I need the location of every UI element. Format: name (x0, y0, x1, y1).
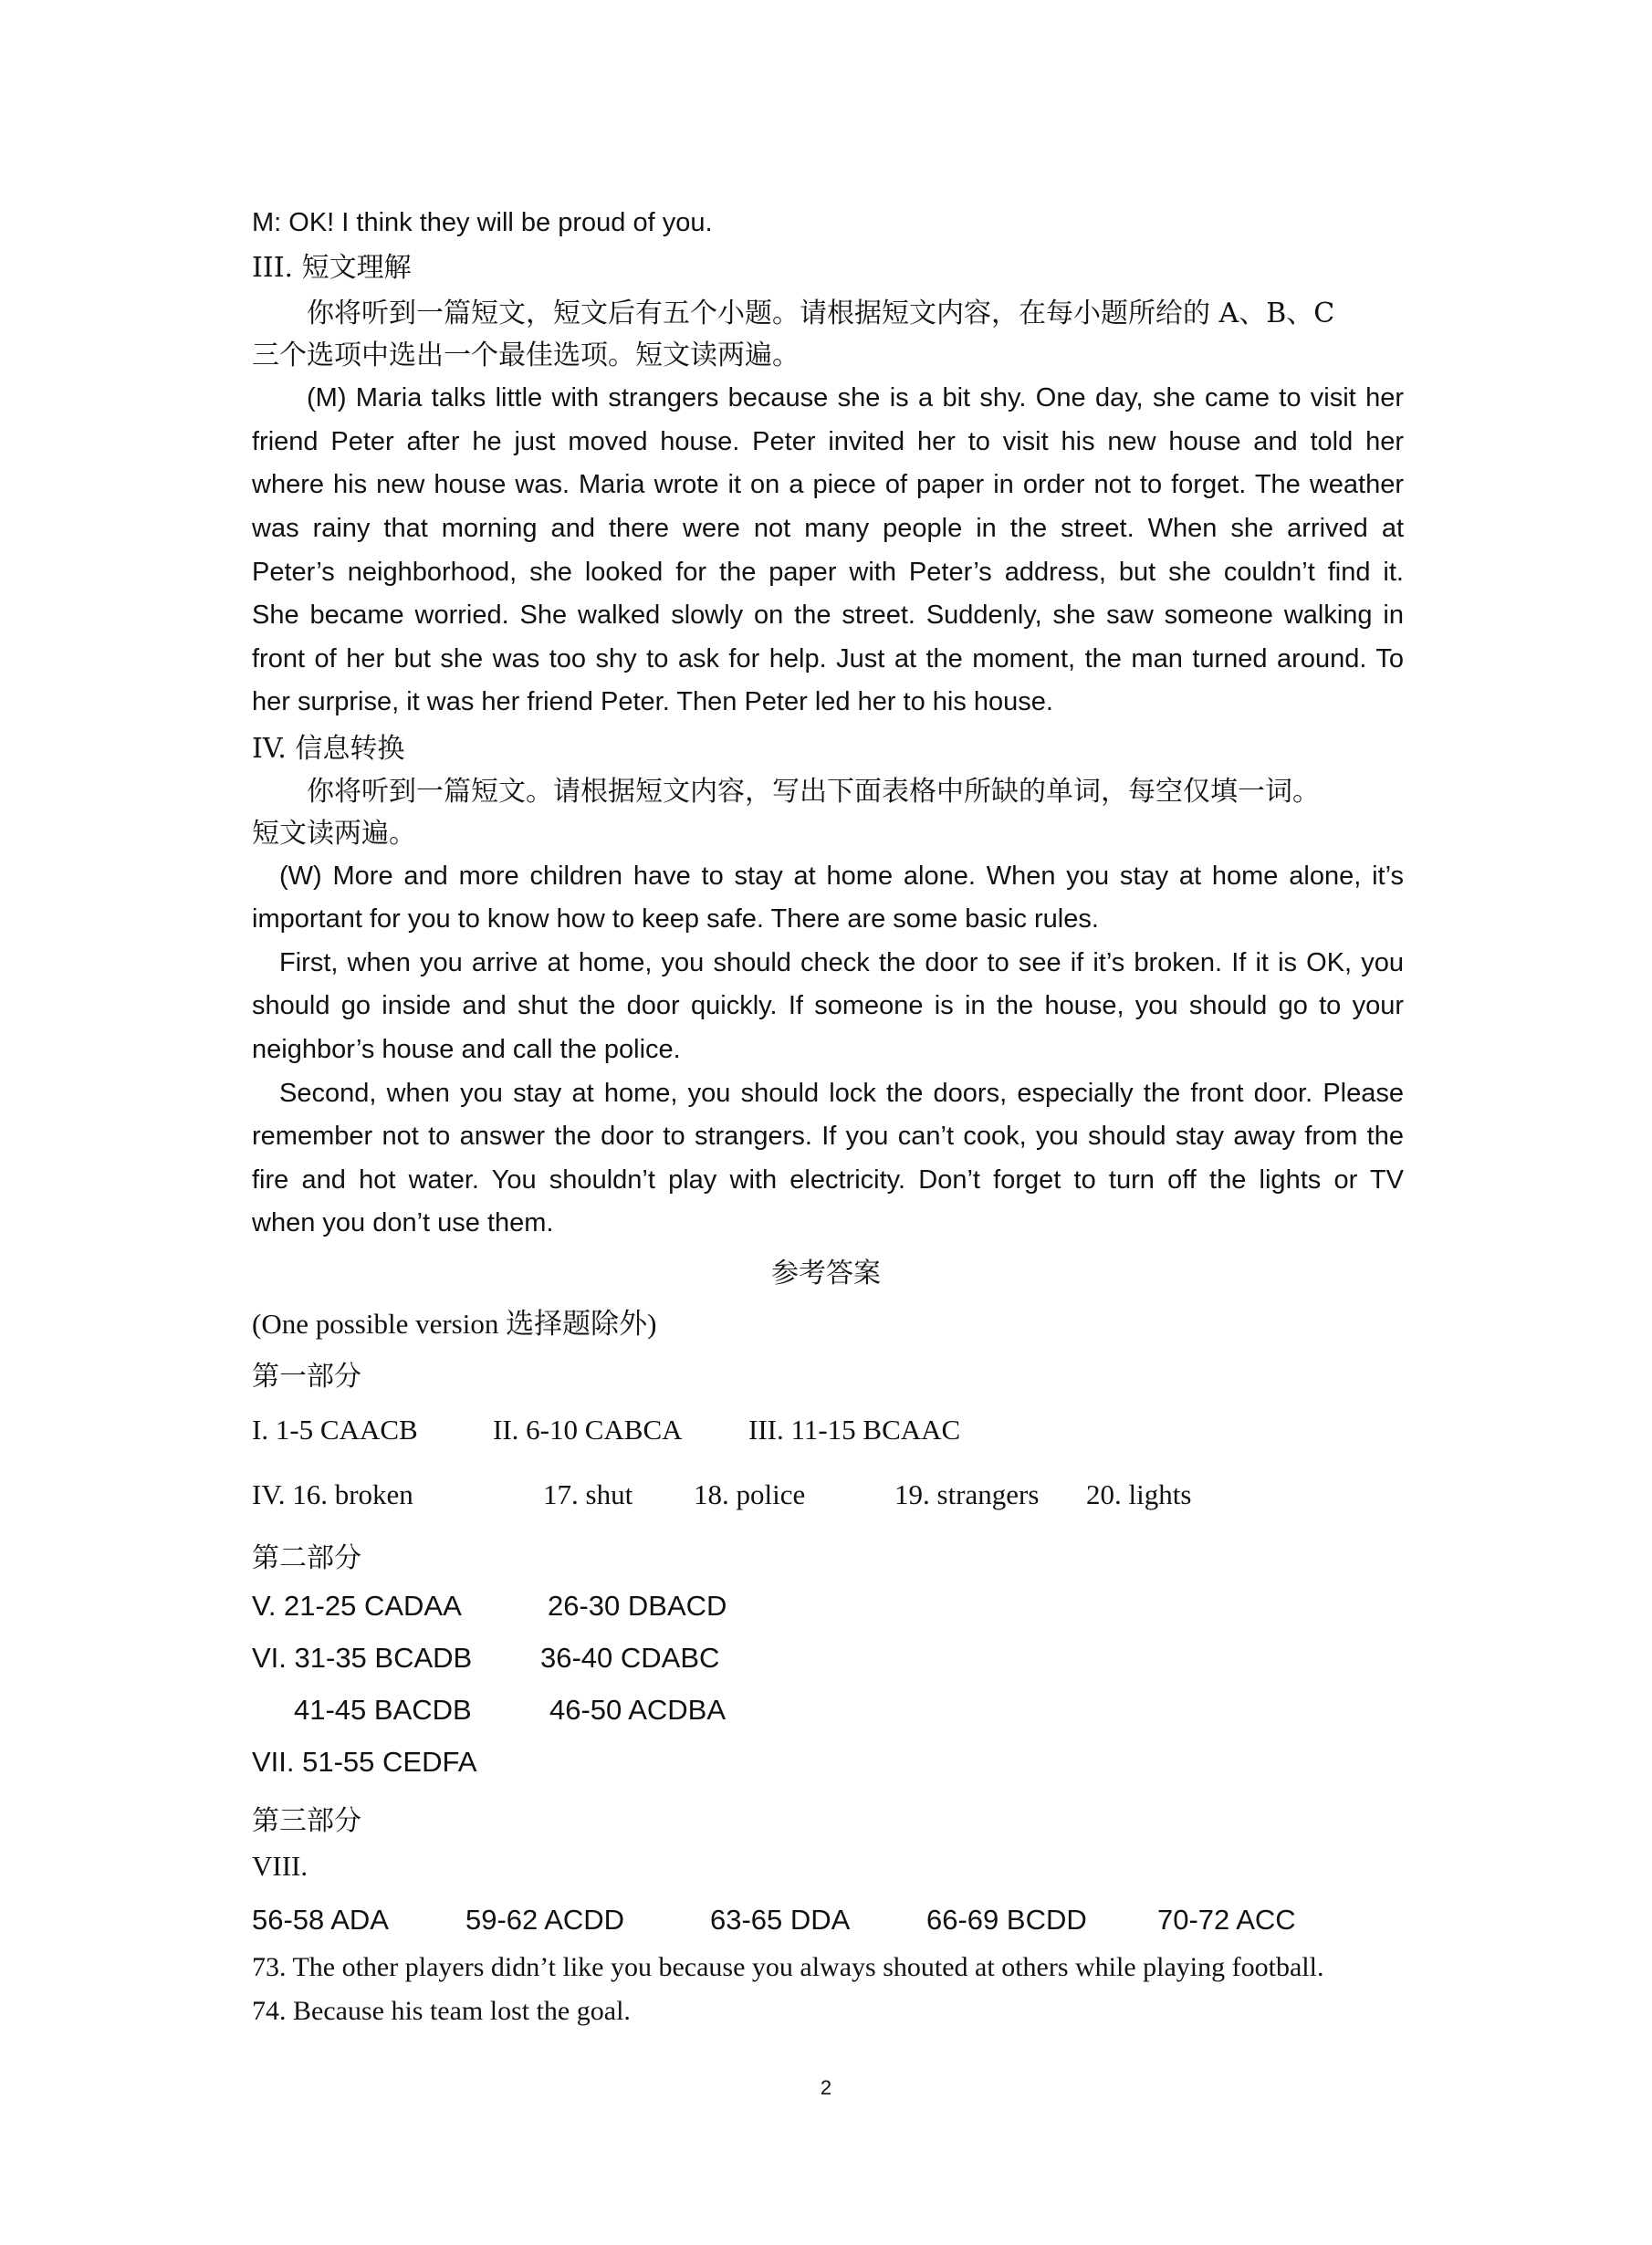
passage-line: was rainy that morning and there were not many people in the street. When she arrived at (252, 514, 1404, 543)
passage-line: She became worried. She walked slowly on the street. Suddenly, she saw someone walking in (252, 600, 1404, 630)
answer-74: 74. Because his team lost the goal. (252, 1996, 631, 2026)
page-number: 2 (820, 2076, 832, 2099)
section-3-instruction-line-1: 你将听到一篇短文，短文后有五个小题。请根据短文内容，在每小题所给的 A、B、C (307, 298, 1335, 329)
passage-line: Peter’s neighborhood, she looked for the paper with Peter’s address, but she couldn’t find it. (252, 558, 1404, 587)
answer-item: IV. 16. broken (252, 1478, 413, 1510)
passage-line: neighbor’s house and call the police. (252, 1035, 681, 1064)
passage-line: Second, when you stay at home, you should lock the doors, especially the front door. Please (279, 1079, 1404, 1108)
answer-item: 46-50 ACDBA (549, 1694, 726, 1726)
answer-item: 18. police (694, 1478, 806, 1510)
answer-item: 70-72 ACC (1157, 1904, 1296, 1936)
answer-item: I. 1-5 CAACB (252, 1414, 418, 1446)
answer-item: 20. lights (1086, 1478, 1192, 1510)
answer-key-note: (One possible version 选择题除外) (252, 1308, 657, 1340)
passage-line: her surprise, it was her friend Peter. Then Peter led her to his house. (252, 687, 1053, 716)
passage-line: should go inside and shut the door quickly. If someone is in the house, you should go to your (252, 991, 1404, 1020)
passage-line: remember not to answer the door to strangers. If you can’t cook, you should stay away from the (252, 1122, 1404, 1151)
passage-line: First, when you arrive at home, you should check the door to see if it’s broken. If it is OK, you (279, 948, 1404, 977)
answer-key-title: 参考答案 (771, 1258, 881, 1290)
dialogue-last-line: M: OK! I think they will be proud of you. (252, 208, 713, 237)
part-1-heading: 第一部分 (252, 1361, 361, 1393)
passage-line: important for you to know how to keep safe. There are some basic rules. (252, 904, 1099, 934)
answer-item: V. 21-25 CADAA (252, 1590, 462, 1622)
answer-item: 59-62 ACDD (465, 1904, 625, 1936)
passage-line: (W) More and more children have to stay at home alone. When you stay at home alone, it’s (279, 861, 1404, 891)
answer-item: 63-65 DDA (710, 1904, 851, 1936)
passage-line: when you don’t use them. (252, 1208, 554, 1237)
answer-item: 41-45 BACDB (294, 1694, 472, 1726)
answer-item: 36-40 CDABC (540, 1642, 720, 1674)
answer-item: 19. strangers (894, 1478, 1040, 1510)
passage-line: fire and hot water. You shouldn’t play with electricity. Don’t forget to turn off the lights or TV (252, 1165, 1404, 1195)
passage-line: where his new house was. Maria wrote it on a piece of paper in order not to forget. The weather (252, 470, 1404, 499)
section-4-instruction-line-2: 短文读两遍。 (252, 818, 416, 850)
section-3-instruction-line-2: 三个选项中选出一个最佳选项。短文读两遍。 (252, 339, 800, 371)
passage-line: friend Peter after he just moved house. Peter invited her to visit his new house and told her (252, 427, 1404, 456)
answer-item: 26-30 DBACD (548, 1590, 727, 1622)
answer-item: VI. 31-35 BCADB (252, 1642, 473, 1674)
passage-line: (M) Maria talks little with strangers because she is a bit shy. One day, she came to visit her (307, 383, 1404, 412)
section-4-heading: IV. 信息转换 (252, 733, 405, 765)
answer-73: 73. The other players didn’t like you because you always shouted at others while playing football. (252, 1952, 1324, 1982)
answer-item: III. 11-15 BCAAC (748, 1414, 961, 1446)
section-3-heading: III. 短文理解 (252, 252, 412, 284)
answer-item: 56-58 ADA (252, 1904, 389, 1936)
answer-item: VIII. (252, 1850, 308, 1882)
answer-item: 66-69 BCDD (926, 1904, 1087, 1936)
section-4-instruction-line-1: 你将听到一篇短文。请根据短文内容，写出下面表格中所缺的单词，每空仅填一词。 (307, 776, 1320, 808)
answer-item: 17. shut (543, 1478, 633, 1510)
answer-item: II. 6-10 CABCA (493, 1414, 683, 1446)
answer-item: VII. 51-55 CEDFA (252, 1746, 477, 1778)
passage-line: front of her but she was too shy to ask for help. Just at the moment, the man turned around. To (252, 644, 1404, 674)
part-2-heading: 第二部分 (252, 1542, 361, 1574)
part-3-heading: 第三部分 (252, 1805, 361, 1837)
